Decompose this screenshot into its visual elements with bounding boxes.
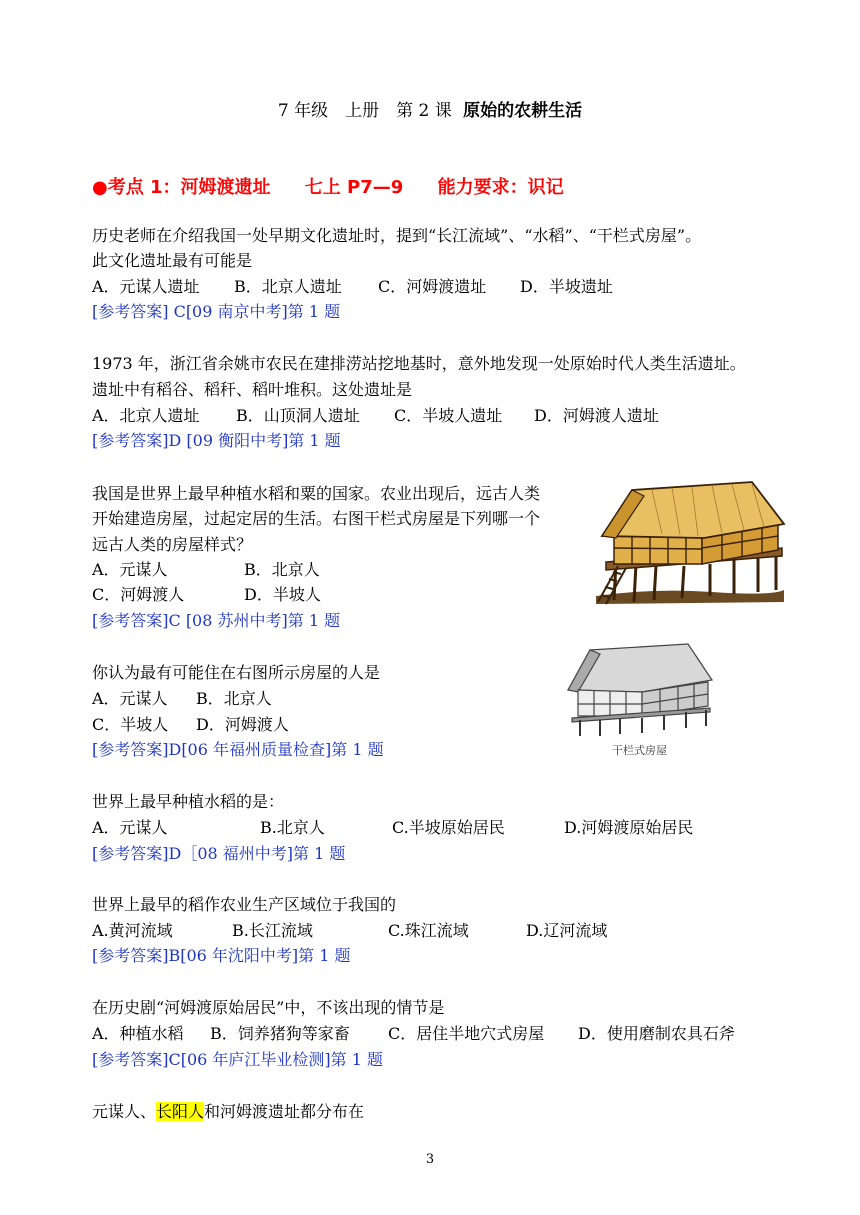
q7-answer: [参考答案]C[06 年庐江毕业检测]第 1 题: [92, 1050, 384, 1069]
kaodian-ability: 能力要求：识记: [437, 177, 564, 198]
q2-answer: [参考答案]D [09 衡阳中考]第 1 题: [92, 431, 341, 450]
q3-option-a: A．元谋人: [92, 560, 168, 579]
page-title: [0, 96, 860, 121]
kaodian-point: ●考点 1：河姆渡遗址: [92, 177, 271, 198]
q7-option-c: C．居住半地穴式房屋: [388, 1024, 545, 1043]
q2-option-b: B．山顶洞人遗址: [236, 406, 360, 425]
q3-stem-line3: 远古人类的房屋样式？: [92, 535, 253, 554]
stilt-house-caption: 干栏式房屋: [612, 744, 667, 757]
q4-option-c: C．半坡人: [92, 715, 169, 734]
q5-answer: [参考答案]D［08 福州中考]第 1 题: [92, 844, 346, 863]
q3-stem-line1: 我国是世界上最早种植水稻和粟的国家。农业出现后，远古人类: [92, 484, 541, 503]
q2-stem-line1: 1973 年，浙江省余姚市农民在建排涝站挖地基时，意外地发现一处原始时代人类生活遗址。: [92, 354, 746, 373]
q6-answer: [参考答案]B[06 年沈阳中考]第 1 题: [92, 946, 351, 965]
page-title-lesson: 原始的农耕生活: [463, 101, 583, 121]
q4-option-d: D．河姆渡人: [196, 715, 289, 734]
q3-options-row2: [92, 585, 321, 605]
q1-stem-line1: 历史老师在介绍我国一处早期文化遗址时，提到“长江流域”、“水稻”、“干栏式房屋”。: [92, 226, 702, 245]
q4-stem: 你认为最有可能住在右图所示房屋的人是: [92, 663, 381, 682]
q4-answer: [参考答案]D[06 年福州质量检查]第 1 题: [92, 740, 384, 759]
q3-option-b: B．北京人: [244, 560, 320, 579]
stilt-house-color-image: [592, 478, 788, 610]
q1-option-b: B．北京人遗址: [234, 277, 342, 296]
q4-option-b: B．北京人: [196, 689, 272, 708]
q1-options: [92, 277, 613, 297]
q3-options-row1: [92, 560, 320, 580]
q7-options: [92, 1024, 735, 1044]
q2-options: [92, 406, 659, 426]
q3-option-c: C．河姆渡人: [92, 585, 185, 604]
q5-option-d: D.河姆渡原始居民: [564, 818, 694, 837]
q6-option-d: D.辽河流域: [526, 921, 608, 940]
q5-option-a: A．元谋人: [92, 818, 168, 837]
q1-option-a: A．元谋人遗址: [92, 277, 200, 296]
q5-option-c: C.半坡原始居民: [392, 818, 505, 837]
stilt-house-sketch-image: [560, 640, 720, 740]
q1-stem-line2: 此文化遗址最有可能是: [92, 251, 253, 270]
q2-option-d: D．河姆渡人遗址: [534, 406, 659, 425]
q6-options: [92, 921, 607, 941]
q5-option-b: B.北京人: [260, 818, 325, 837]
q6-stem: 世界上最早的稻作农业生产区域位于我国的: [92, 895, 397, 914]
q7-option-d: D．使用磨制农具石斧: [578, 1024, 735, 1043]
q8-stem-pre: 元谋人、: [92, 1102, 157, 1121]
q6-option-b: B.长江流域: [232, 921, 313, 940]
q4-option-a: A．元谋人: [92, 689, 168, 708]
q2-stem-line2: 遗址中有稻谷、稻秆、稻叶堆积。这处遗址是: [92, 380, 413, 399]
q2-option-c: C．半坡人遗址: [394, 406, 503, 425]
q6-option-c: C.珠江流域: [388, 921, 469, 940]
page-number: 3: [425, 1152, 435, 1167]
q3-stem-line2: 开始建造房屋，过起定居的生活。右图干栏式房屋是下列哪一个: [92, 509, 541, 528]
q8-stem-post: 和河姆渡遗址都分布在: [204, 1102, 365, 1121]
q3-answer: [参考答案]C [08 苏州中考]第 1 题: [92, 611, 341, 630]
q7-option-a: A．种植水稻: [92, 1024, 184, 1043]
q1-option-d: D．半坡遗址: [520, 277, 613, 296]
q2-option-a: A．北京人遗址: [92, 406, 200, 425]
q5-stem: 世界上最早种植水稻的是：: [92, 792, 285, 811]
q3-option-d: D．半坡人: [244, 585, 321, 604]
q8-stem: [92, 1102, 364, 1122]
q4-options-row2: [92, 715, 289, 735]
kaodian-pages: 七上 P7—9: [304, 177, 404, 198]
q4-options-row1: [92, 689, 272, 709]
q1-option-c: C．河姆渡遗址: [378, 277, 487, 296]
q8-stem-highlight: 长阳人: [156, 1102, 205, 1121]
q1-answer: [参考答案] C[09 南京中考]第 1 题: [92, 302, 341, 321]
page-title-grade: 7 年级 上册 第 2 课: [277, 101, 452, 121]
q7-option-b: B．饲养猪狗等家畜: [210, 1024, 350, 1043]
q7-stem: 在历史剧“河姆渡原始居民”中，不该出现的情节是: [92, 998, 445, 1017]
q5-options: [92, 818, 693, 838]
kaodian-heading: [92, 173, 592, 199]
q6-option-a: A.黄河流域: [92, 921, 173, 940]
